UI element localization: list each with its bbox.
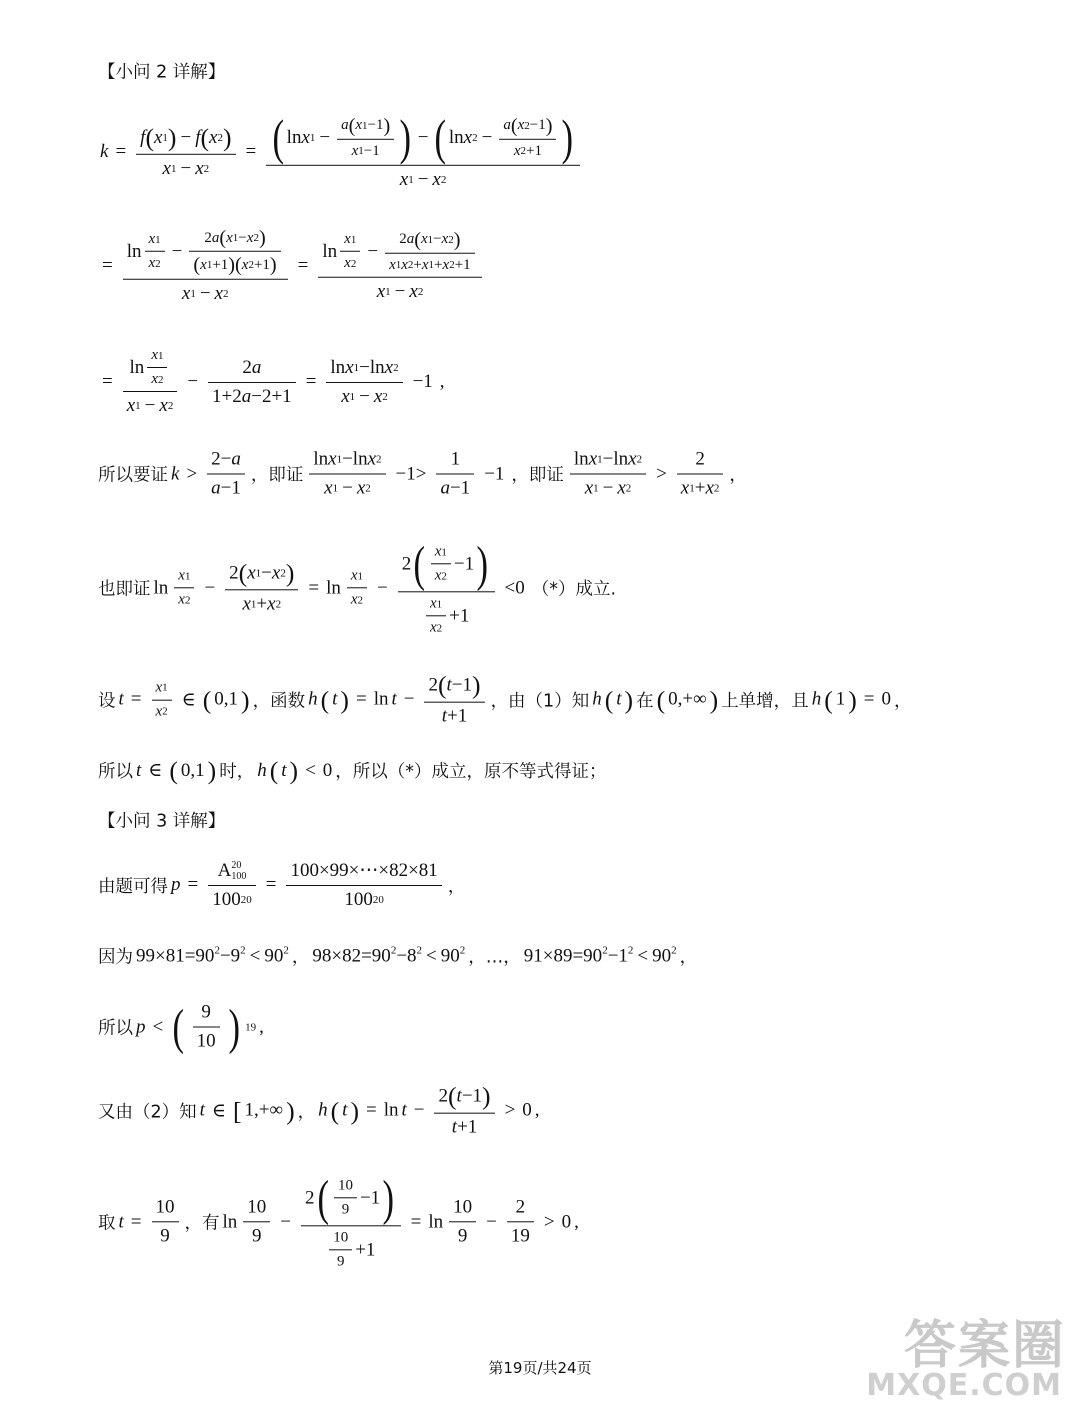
page-footer: 第19页/共24页: [488, 1359, 592, 1377]
watermark-brand: 答案圈: [903, 1316, 1066, 1376]
watermark-site: MXQE.COM: [866, 1368, 1062, 1403]
section-2-title: 【小问 2 详解】: [98, 62, 226, 83]
watermark-logo: [856, 1303, 1066, 1403]
section-3-title: 【小问 3 详解】: [98, 811, 226, 832]
